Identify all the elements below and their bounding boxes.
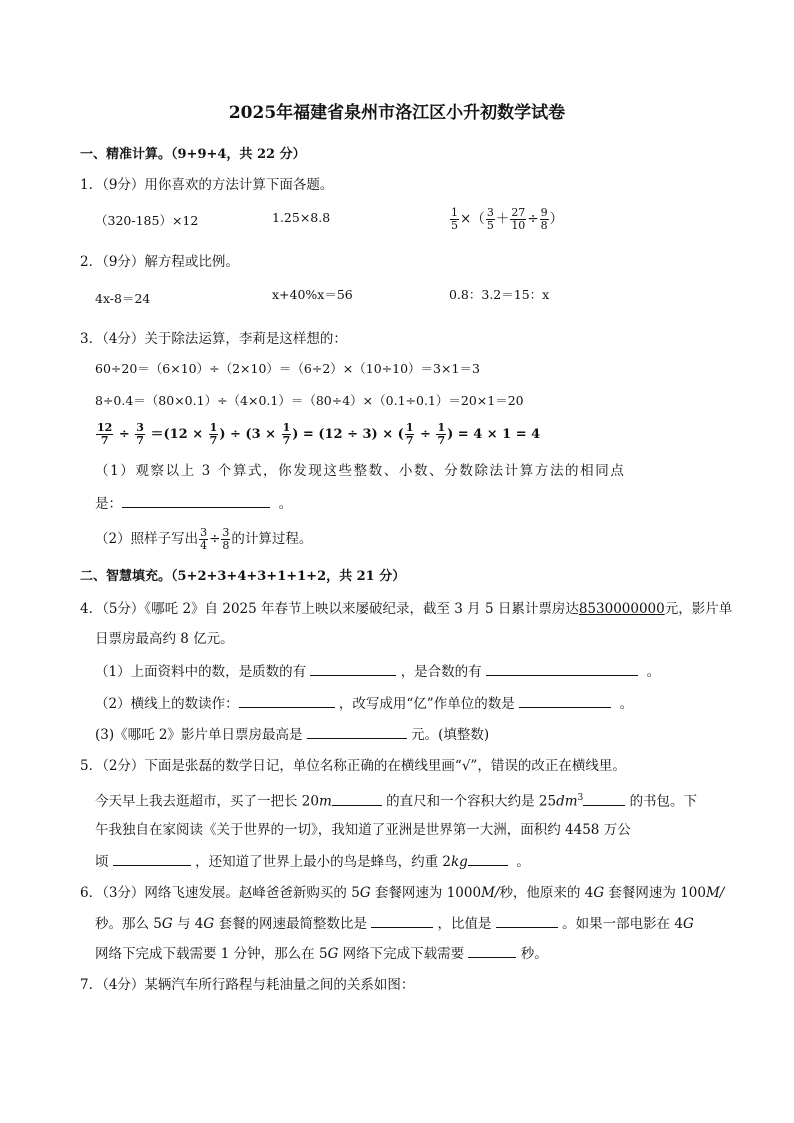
fraction: $\frac{12}{7}$ [97, 421, 113, 447]
fraction: $\frac{3}{8}$ [222, 526, 230, 552]
answer-blank[interactable] [371, 914, 433, 928]
fraction: $\frac{1}{5}$ [451, 206, 458, 232]
q5-stem: 5．（2分）下面是张磊的数学日记，单位名称正确的在横线里画“√”，错误的改正在横线里。 [80, 758, 626, 774]
q4-line-2: 日票房最高约 8 亿元。 [95, 631, 234, 647]
q6-line-1: 6．（3分）网络飞速发展。赵峰爸爸新购买的 5G 套餐网速为 1000M/秒，他原来的 4G 套餐网速为 100M/ [80, 885, 725, 901]
fraction: $\frac{27}{10}$ [511, 206, 526, 232]
q2-stem: 2．（9分）解方程或比例。 [80, 254, 239, 270]
ticket-revenue-number: 8530000000 [578, 601, 665, 617]
q3-line-3: $\frac{12}{7}$ ÷ $\frac{3}{7}$ ＝(12 × $\frac{1}{7}$ ) ÷ (3 × $\frac{1}{7}$ ) = (12 ÷ 3) × ( $\frac{1}{7}$ ÷ $\frac{1}{7}$ ) = 4 × 1 = 4 [97, 421, 541, 447]
q1-expr-3: $\frac{1}{5}$ ×（ $\frac{3}{5}$ ＋ $\frac{27}{10}$ ÷ $\frac{9}{8}$ ） [451, 206, 564, 232]
answer-blank[interactable] [307, 725, 407, 739]
fraction: $\frac{3}{4}$ [200, 526, 208, 552]
fraction: $\frac{3}{7}$ [136, 421, 144, 447]
q3-stem: 3．（4分）关于除法运算，李莉是这样想的： [80, 331, 347, 347]
q5-line-3: 顷 ，还知道了世界上最小的鸟是蜂鸟，约重 2kg 。 [95, 854, 530, 870]
answer-blank[interactable] [468, 852, 508, 866]
q2-expr-2: x+40%x＝56 [272, 287, 353, 302]
answer-blank[interactable] [332, 792, 382, 806]
q4-part-3: (3)《哪吒 2》影片单日票房最高是 元。(填整数) [95, 727, 490, 743]
q1-expr-1: （320-185）×12 [95, 213, 199, 228]
answer-blank[interactable] [519, 694, 611, 708]
q7-stem: 7．（4分）某辆汽车所行路程与耗油量之间的关系如图： [80, 977, 415, 993]
fraction: $\frac{1}{7}$ [209, 421, 218, 447]
q1-stem: 1．（9分）用你喜欢的方法计算下面各题。 [80, 177, 334, 193]
q6-line-2: 秒。那么 5G 与 4G 套餐的网速最简整数比是 ，比值是 。如果一部电影在 4G [95, 916, 694, 932]
answer-blank[interactable] [122, 494, 270, 508]
q4-part-2: （2）横线上的数读作： ，改写成用“亿”作单位的数是 。 [95, 696, 634, 712]
fraction: $\frac{3}{5}$ [486, 206, 494, 232]
answer-blank[interactable] [496, 914, 558, 928]
q6-line-3: 网络下完成下载需要 1 分钟，那么在 5G 网络下完成下载需要 秒。 [95, 946, 548, 962]
q5-line-2: 午我独自在家阅读《关于世界的一切》，我知道了亚洲是世界第一大洲，面积约 4458 万公 [95, 822, 631, 838]
q3-part-1: （1）观察以上 3 个算式，你发现这些整数、小数、分数除法计算方法的相同点 [95, 463, 626, 479]
fraction: $\frac{1}{7}$ [282, 421, 291, 447]
section-1-heading: 一、精准计算。（9+9+4，共 22 分） [80, 147, 306, 162]
answer-blank[interactable] [468, 944, 516, 958]
q2-expr-1: 4x-8＝24 [95, 291, 151, 306]
fraction: $\frac{9}{8}$ [540, 206, 548, 232]
q3-line-2: 8÷0.4＝（80×0.1）÷（4×0.1）＝（80÷4）×（0.1÷0.1）＝20×1＝20 [95, 393, 524, 408]
q4-part-1: （1）上面资料中的数，是质数的有 ，是合数的有 。 [95, 664, 661, 680]
answer-blank[interactable] [239, 694, 335, 708]
answer-blank[interactable] [113, 852, 191, 866]
q3-line-1: 60÷20＝（6×10）÷（2×10）＝（6÷2）×（10÷10）＝3×1＝3 [95, 361, 480, 376]
answer-blank[interactable] [486, 662, 638, 676]
fraction: $\frac{1}{7}$ [405, 421, 414, 447]
answer-blank[interactable] [310, 662, 396, 676]
q4-line-1: 4．（5分）《哪吒 2》自 2025 年春节上映以来屡破纪录，截至 3 月 5 日累计票房达8530000000元，影片单 [80, 601, 733, 617]
q2-expr-3: 0.8：3.2＝15：x [449, 287, 550, 302]
q5-line-1: 今天早上我去逛超市，买了一把长 20m 的直尺和一个容积大约是 $25dm^3$ 的书包。下 [95, 793, 698, 810]
answer-blank[interactable] [583, 792, 625, 806]
q3-part-1-answer: 是： 。 [95, 496, 293, 512]
section-2-heading: 二、智慧填充。（5+2+3+4+3+1+1+2，共 21 分） [80, 569, 406, 584]
page-title: 2025年福建省泉州市洛江区小升初数学试卷 [228, 103, 566, 123]
q1-expr-2: 1.25×8.8 [272, 210, 331, 225]
fraction: $\frac{1}{7}$ [437, 421, 446, 447]
q3-part-2: （2）照样子写出 $\frac{3}{4}$ ÷ $\frac{3}{8}$ 的计算过程。 [95, 526, 313, 552]
